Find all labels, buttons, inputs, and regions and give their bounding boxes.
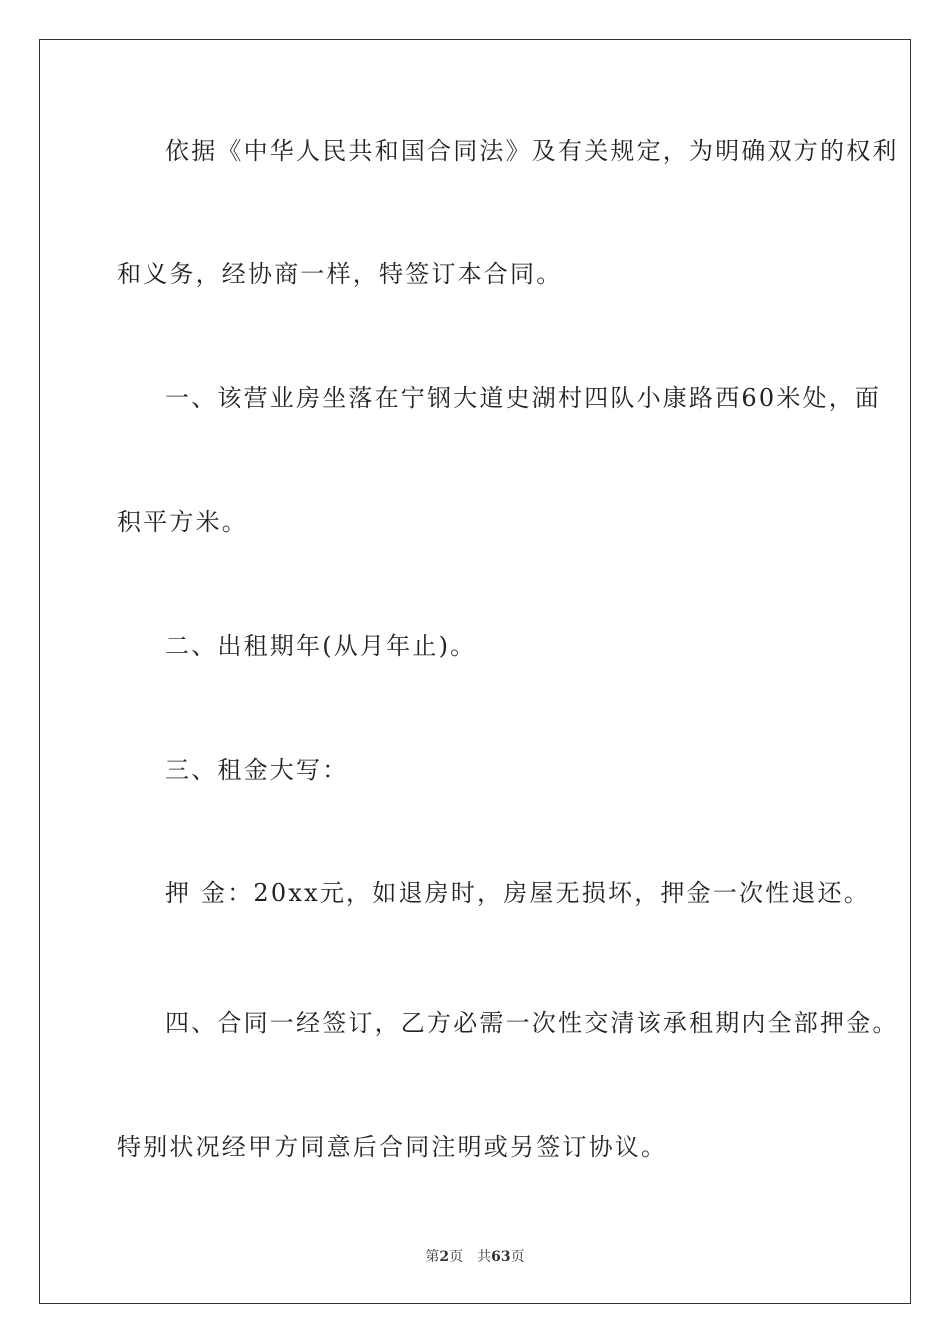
footer-total-pages: 63 — [491, 1249, 511, 1265]
paragraph-intro-line-2: 和义务，经协商一样，特签订本合同。 — [117, 260, 563, 288]
footer-page-suffix: 页 — [449, 1249, 464, 1265]
paragraph-intro-line-1: 依据《中华人民共和国合同法》及有关规定，为明确双方的权利 — [165, 137, 899, 165]
clause-4-line-1: 四、合同一经签订，乙方必需一次性交清该承租期内全部押金。 — [165, 1009, 899, 1037]
footer-page-prefix: 第 — [425, 1249, 440, 1265]
clause-1-line-1: 一、该营业房坐落在宁钢大道史湖村四队小康路西60米处，面 — [165, 384, 882, 412]
page-frame — [39, 39, 911, 1304]
deposit-line: 押 金：20xx元，如退房时，房屋无损坏，押金一次性退还。 — [165, 879, 871, 907]
clause-2: 二、出租期年(从月年止)。 — [165, 632, 477, 660]
clause-4-line-2: 特别状况经甲方同意后合同注明或另签订协议。 — [117, 1133, 668, 1161]
footer-total-prefix: 共 — [477, 1249, 492, 1265]
footer-total-suffix: 页 — [510, 1249, 525, 1265]
clause-3: 三、租金大写： — [165, 756, 349, 784]
page-footer — [0, 1248, 950, 1266]
clause-1-line-2: 积平方米。 — [117, 508, 248, 536]
footer-page-number: 2 — [439, 1249, 450, 1265]
